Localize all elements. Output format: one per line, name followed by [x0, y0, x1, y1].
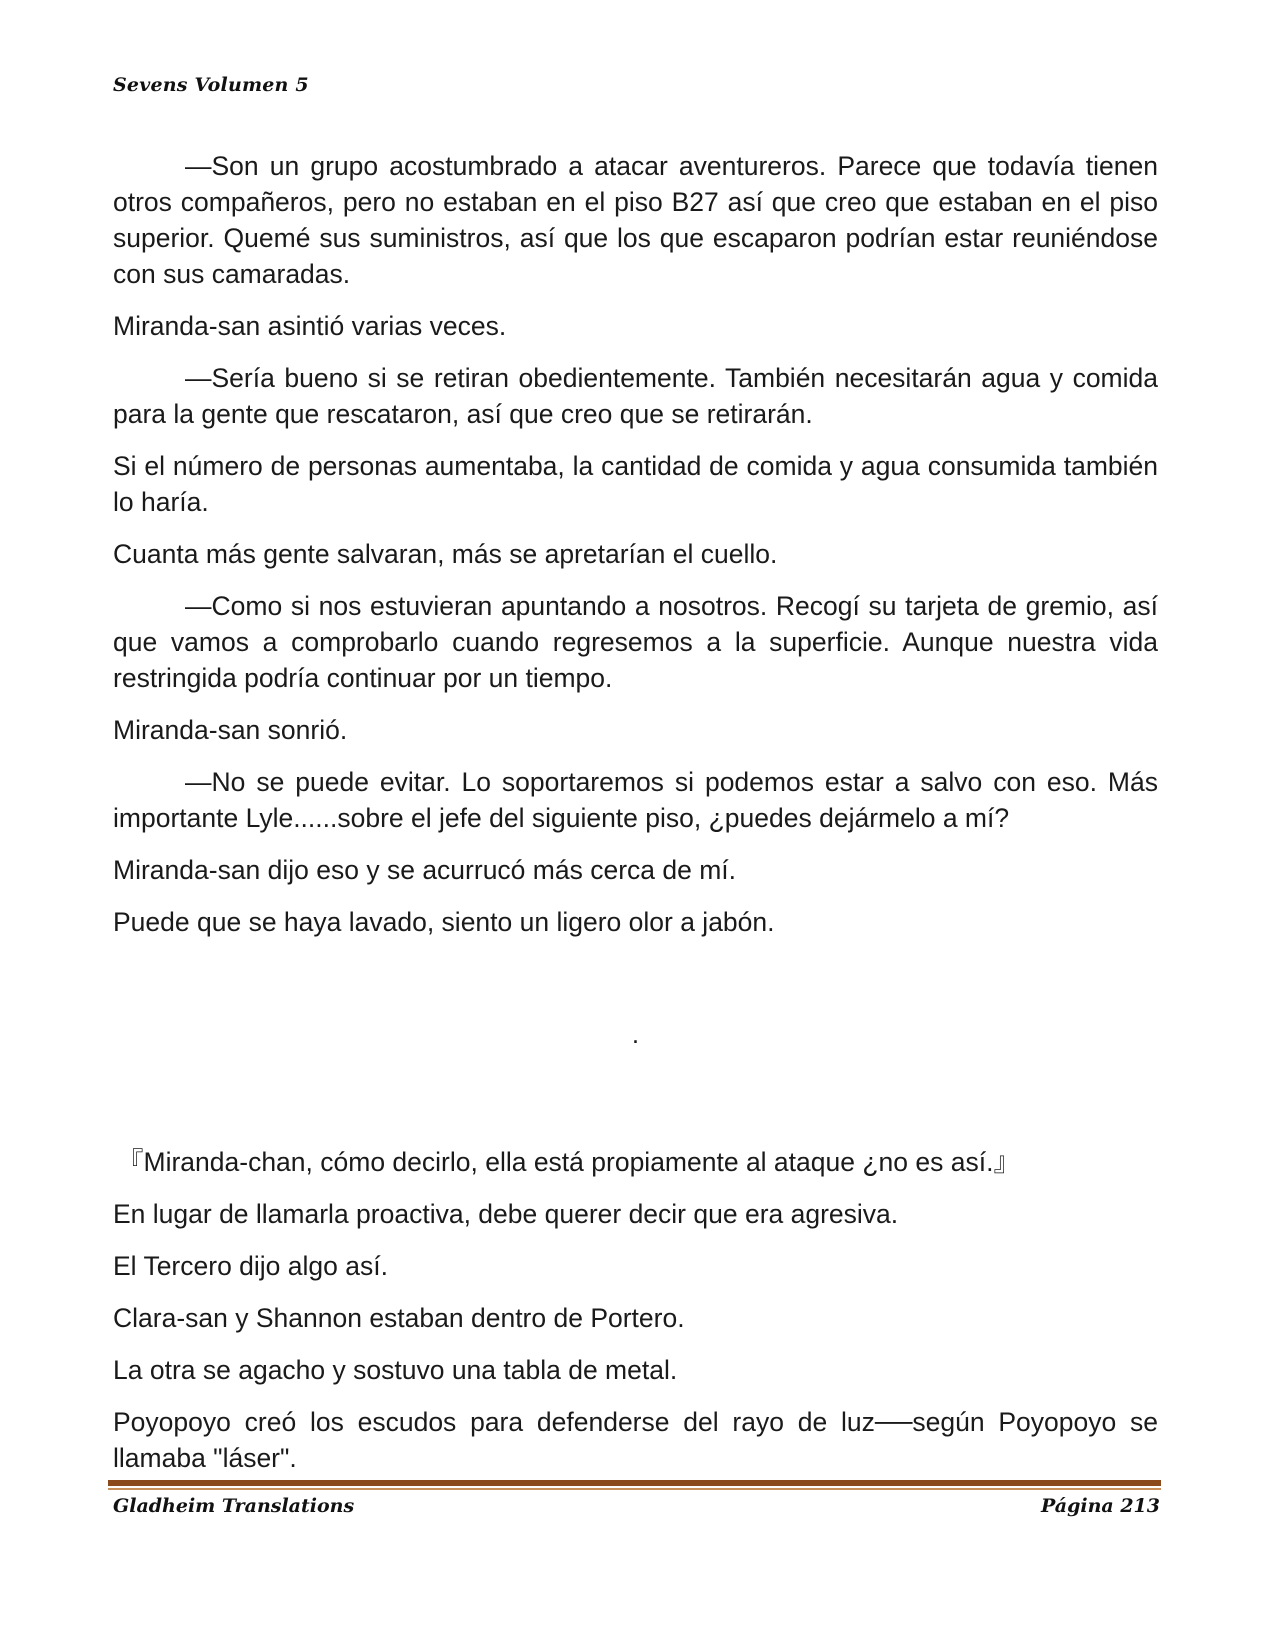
paragraph-dialogue: —Como si nos estuvieran apuntando a nosotros. Recogí su tarjeta de gremio, así que vamos a comprobarlo cuando regresemos a la superficie. Aunque nuestra vida restringida podría continuar por un tiempo. [113, 591, 1158, 693]
footer-page-number: Página 213 [1041, 1495, 1160, 1517]
paragraph-thought: 『Miranda-chan, cómo decirlo, ella está propiamente al ataque ¿no es así.』 [117, 1147, 1020, 1177]
scene-break: . [631, 1019, 640, 1049]
paragraph: Miranda-san sonrió. [113, 715, 348, 745]
body-text [113, 148, 1158, 1492]
paragraph: Clara-san y Shannon estaban dentro de Portero. [113, 1303, 685, 1333]
footer-divider [108, 1480, 1161, 1490]
footer-publisher: Gladheim Translations [113, 1495, 355, 1517]
paragraph: Puede que se haya lavado, siento un ligero olor a jabón. [113, 907, 775, 937]
paragraph: La otra se agacho y sostuvo una tabla de metal. [113, 1355, 678, 1385]
paragraph: El Tercero dijo algo así. [113, 1251, 388, 1281]
paragraph-dialogue: —Son un grupo acostumbrado a atacar aventureros. Parece que todavía tienen otros compañeros, pero no estaban en el piso B27 así que creo que estaban en el piso superior. Quemé sus suministros, así que los que escaparon podrían estar reuniéndose con sus camaradas. [113, 151, 1158, 289]
paragraph: Miranda-san dijo eso y se acurrucó más cerca de mí. [113, 855, 737, 885]
paragraph-dialogue: —Sería bueno si se retiran obedientemente. También necesitarán agua y comida para la gente que rescataron, así que creo que se retirarán. [113, 363, 1158, 429]
paragraph-dialogue: —No se puede evitar. Lo soportaremos si podemos estar a salvo con eso. Más importante Lyle......sobre el jefe del siguiente piso, ¿puedes dejármelo a mí? [113, 767, 1158, 833]
paragraph: En lugar de llamarla proactiva, debe querer decir que era agresiva. [113, 1199, 899, 1229]
paragraph: Si el número de personas aumentaba, la cantidad de comida y agua consumida también lo haría. [113, 451, 1158, 517]
page-header-title: Sevens Volumen 5 [113, 74, 309, 96]
footer-divider-thin [108, 1488, 1161, 1490]
paragraph: Poyopoyo creó los escudos para defenderse del rayo de luz──según Poyopoyo se llamaba "láser". [113, 1407, 1158, 1473]
paragraph: Miranda-san asintió varias veces. [113, 311, 507, 341]
paragraph: Cuanta más gente salvaran, más se apretarían el cuello. [113, 539, 778, 569]
